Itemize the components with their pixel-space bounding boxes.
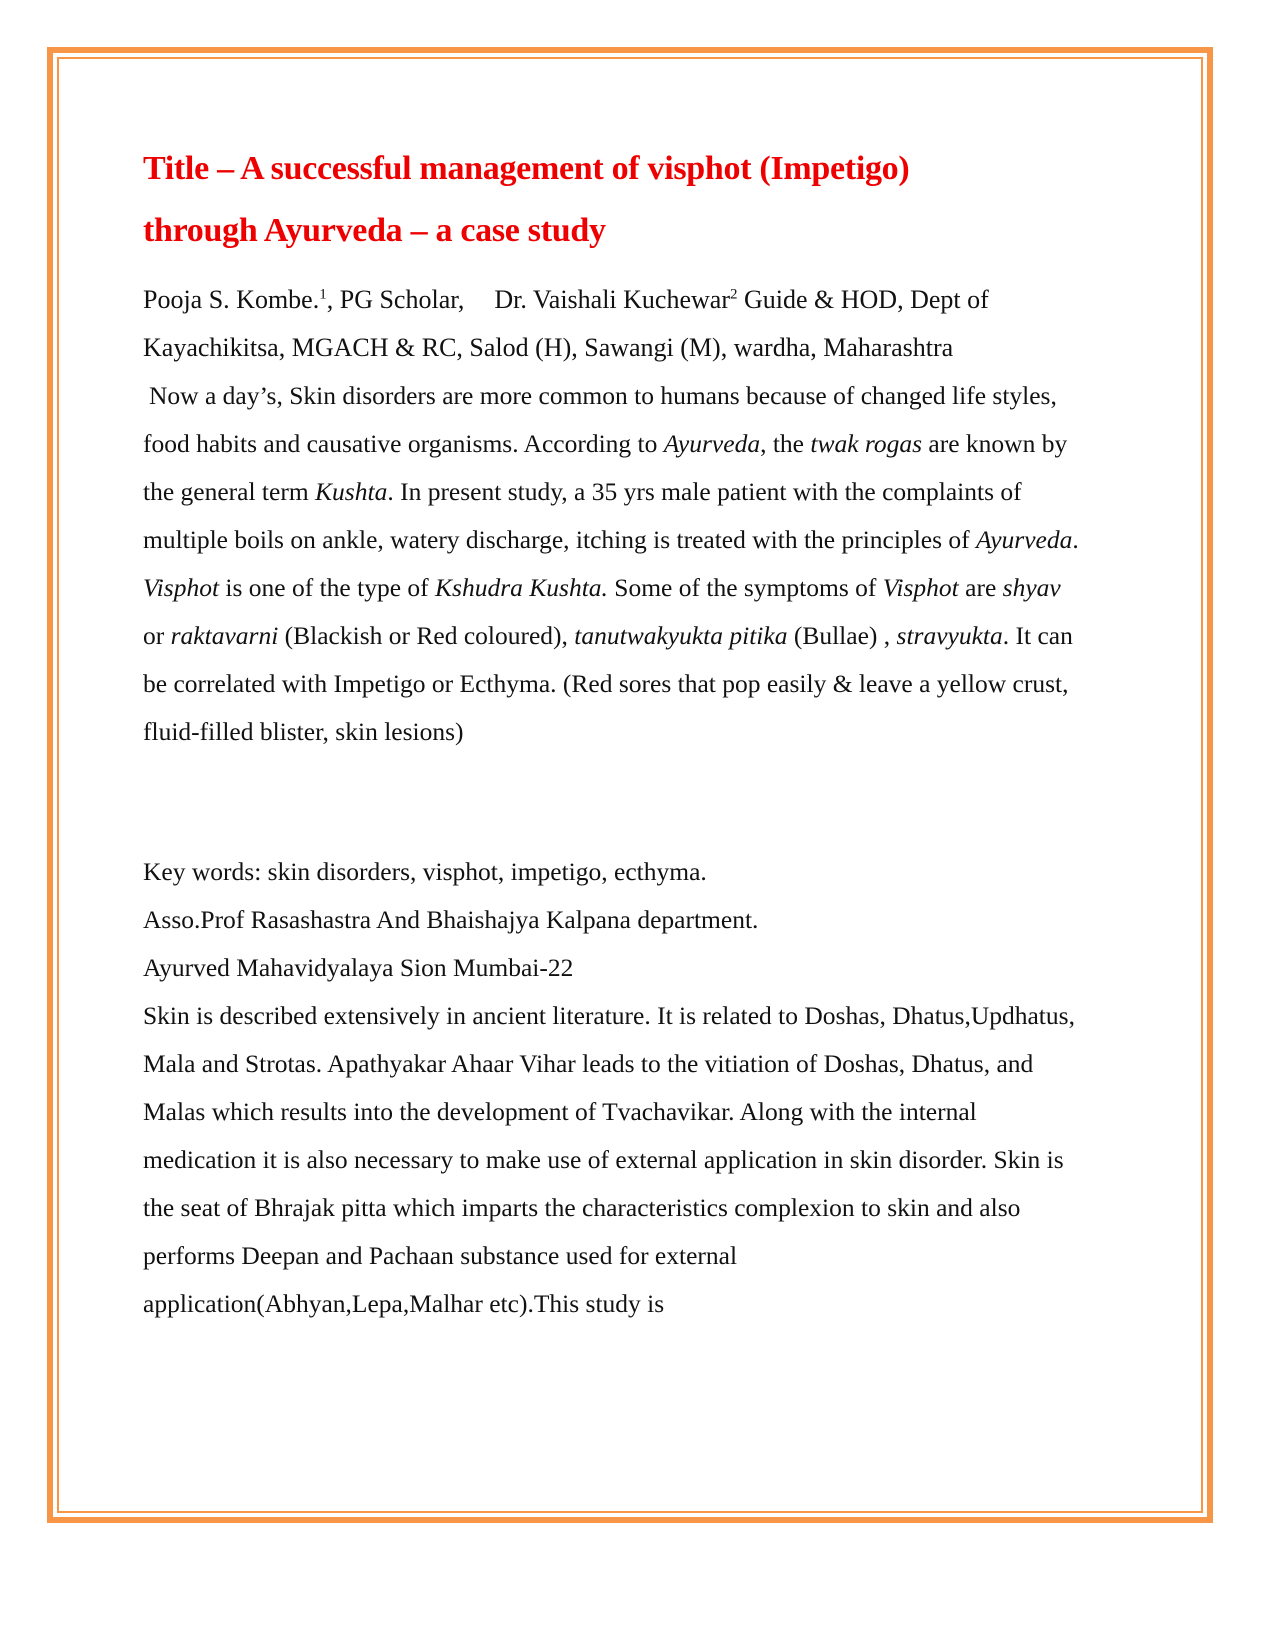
text-run: Now a day’s, Skin disorders are more common to humans because of changed life styles, food habits and causative organisms. According to	[143, 381, 1057, 458]
document-title	[143, 138, 1083, 262]
italic-term: raktavarni	[170, 621, 279, 650]
author-2-superscript: 2	[729, 286, 738, 303]
author-1-superscript: 1	[319, 286, 327, 303]
text-run: (Blackish or Red coloured),	[278, 621, 575, 650]
italic-term: Ayurveda	[663, 429, 761, 458]
text-run: Some of the symptoms of	[607, 573, 883, 602]
italic-term: Ayurveda	[976, 525, 1073, 554]
introduction-paragraph: Skin is described extensively in ancient literature. It is related to Doshas, Dhatus,Updhatus, Mala and Strotas. Apathyakar Ahaar Vihar leads to the vitiation of Doshas, Dhatus, and Malas which results into the development of Tvachavikar. Along with the internal medication it is also necessary to make use of external application in skin disorder. Skin is the seat of Bhrajak pitta which imparts the characteristics complexion to skin and also performs Deepan and Pachaan substance used for external application(Abhyan,Lepa,Malhar etc).This study is	[143, 1001, 1075, 1318]
author-1-role: , PG Scholar,	[326, 285, 465, 314]
text-run: or	[143, 621, 171, 650]
title-line-1: Title – A successful management of visphot (Impetigo)	[143, 150, 910, 187]
text-run: (Bullae) ,	[787, 621, 897, 650]
text-run: are	[958, 573, 1003, 602]
text-run: , the	[760, 429, 811, 458]
text-run: . It can be correlated with Impetigo or Ecthyma. (Red sores that pop easily & leave a yellow crust, fluid-filled blister, skin lesions)	[143, 621, 1073, 746]
italic-term: tanutwakyukta pitika	[574, 621, 788, 650]
author-line	[143, 276, 1083, 324]
italic-term: Visphot	[882, 573, 959, 602]
text-run: are known by the general term	[143, 429, 1068, 506]
italic-term: Kushta	[315, 477, 388, 506]
italic-term: Visphot	[143, 573, 220, 602]
text-run: .	[1072, 525, 1079, 554]
institution: Ayurved Mahavidyalaya Sion Mumbai-22	[143, 953, 574, 982]
title-line-2: through Ayurveda – a case study	[143, 212, 606, 249]
author-position: Asso.Prof Rasashastra And Bhaishajya Kalpana department.	[143, 905, 759, 934]
abstract-text	[143, 381, 1079, 746]
document-content	[143, 138, 1083, 1328]
author-block	[143, 276, 1083, 372]
affiliation: Kayachikitsa, MGACH & RC, Salod (H), Sawangi (M), wardha, Maharashtra	[143, 333, 954, 362]
text-run: . In present study, a 35 yrs male patient with the complaints of multiple boils on ankle, watery discharge, itching is treated with the principles of	[143, 477, 1022, 554]
author-1-name: Pooja S. Kombe.	[143, 285, 320, 314]
text-run: is one of the type of	[219, 573, 436, 602]
keywords: Key words: skin disorders, visphot, impetigo, ecthyma.	[143, 857, 707, 886]
author-2-role: Guide & HOD, Dept of	[737, 285, 989, 314]
italic-term: shyav	[1002, 573, 1061, 602]
italic-term: stravyukta	[896, 621, 1003, 650]
author-2-name: Dr. Vaishali Kuchewar	[494, 285, 730, 314]
italic-term: Kshudra Kushta.	[435, 573, 608, 602]
metadata-block	[143, 848, 1083, 992]
abstract-paragraph	[143, 372, 1083, 756]
italic-term: twak rogas	[810, 429, 923, 458]
